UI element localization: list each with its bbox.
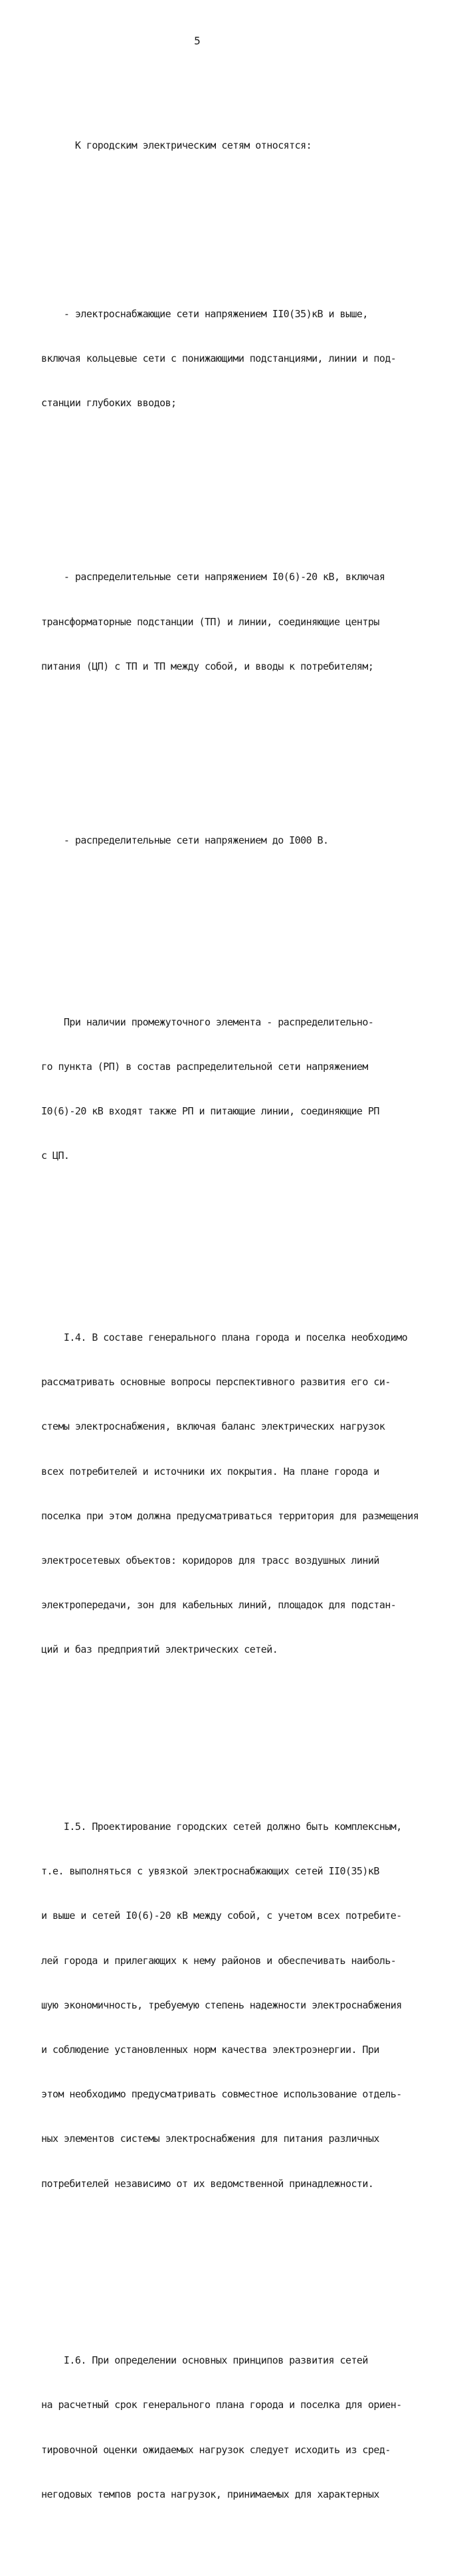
document-body: [41, 64, 440, 2576]
text-line: и соблюдение установленных норм качества электроэнергии. При: [41, 2044, 379, 2056]
text-line: ций и баз предприятий электрических сетей.: [41, 1643, 278, 1656]
text-line: - распределительные сети напряжением до I000 В.: [41, 834, 329, 847]
text-line: тировочной оценки ожидаемых нагрузок следует исходить из сред-: [41, 2443, 391, 2456]
text-line: I.5. Проектирование городских сетей должно быть комплексным,: [41, 1820, 402, 1833]
page-number: 5: [194, 35, 201, 47]
list-item-distribution-networks-hv: [41, 540, 440, 704]
list-item-distribution-networks-lv: [41, 804, 440, 878]
text-line: поселка при этом должна предусматриваться территория для размещения: [41, 1509, 419, 1522]
text-line: лей города и прилегающих к нему районов и обеспечивать наиболь-: [41, 1954, 397, 1967]
text-line: электросетевых объектов: коридоров для трасс воздушных линий: [41, 1554, 379, 1566]
text-line: станции глубоких вводов;: [41, 396, 177, 409]
text-line: К городским электрическим сетям относятся:: [41, 139, 312, 152]
text-line: I0(6)-20 кВ входят также РП и питающие линии, соединяющие РП: [41, 1105, 379, 1118]
text-line: стемы электроснабжения, включая баланс электрических нагрузок: [41, 1420, 385, 1433]
text-line: этом необходимо предусматривать совместное использование отдель-: [41, 2088, 402, 2101]
section-1-6: [41, 2323, 440, 2532]
text-line: - распределительные сети напряжением I0(6)-20 кВ, включая: [41, 571, 385, 583]
text-line: трансформаторные подстанции (ТП) и линии, соединяющие центры: [41, 615, 379, 628]
text-line: электропередачи, зон для кабельных линий, площадок для подстан-: [41, 1599, 397, 1612]
text-line: рассматривать основные вопросы перспективного развития его си-: [41, 1376, 391, 1389]
text-line: питания (ЦП) с ТП и ТП между собой, и вводы к потребителям;: [41, 660, 374, 672]
text-line: При наличии промежуточного элемента - распределительно-: [41, 1016, 374, 1028]
section-1-4: [41, 1300, 440, 1687]
text-line: го пункта (РП) в состав распределительной сети напряжением: [41, 1061, 368, 1073]
text-line: и выше и сетей I0(6)-20 кВ между собой, с учетом всех потребите-: [41, 1910, 402, 1922]
text-line: негодовых темпов роста нагрузок, принимаемых для характерных: [41, 2488, 379, 2500]
text-line: на расчетный срок генерального плана города и поселка для ориен-: [41, 2399, 402, 2411]
list-item-supply-networks: [41, 277, 440, 440]
text-line: всех потребителей и источники их покрытия. На плане города и: [41, 1465, 379, 1477]
intro-paragraph: [41, 108, 440, 183]
text-line: ных элементов системы электроснабжения для питания различных: [41, 2133, 379, 2145]
distribution-point-paragraph: [41, 985, 440, 1193]
text-line: потребителей независимо от их ведомственной принадлежности.: [41, 2177, 374, 2190]
text-line: - электроснабжающие сети напряжением II0(35)кВ и выше,: [41, 307, 368, 320]
text-line: т.е. выполняться с увязкой электроснабжающих сетей II0(35)кВ: [41, 1865, 379, 1878]
text-line: включая кольцевые сети с понижающими подстанциями, линии и под-: [41, 352, 397, 364]
text-line: с ЦП.: [41, 1150, 70, 1162]
text-line: I.4. В составе генерального плана города и поселка необходимо: [41, 1331, 408, 1343]
text-line: I.6. При определении основных принципов развития сетей: [41, 2354, 368, 2367]
text-line: шую экономичность, требуемую степень надежности электроснабжения: [41, 1999, 402, 2011]
section-1-5: [41, 1789, 440, 2221]
